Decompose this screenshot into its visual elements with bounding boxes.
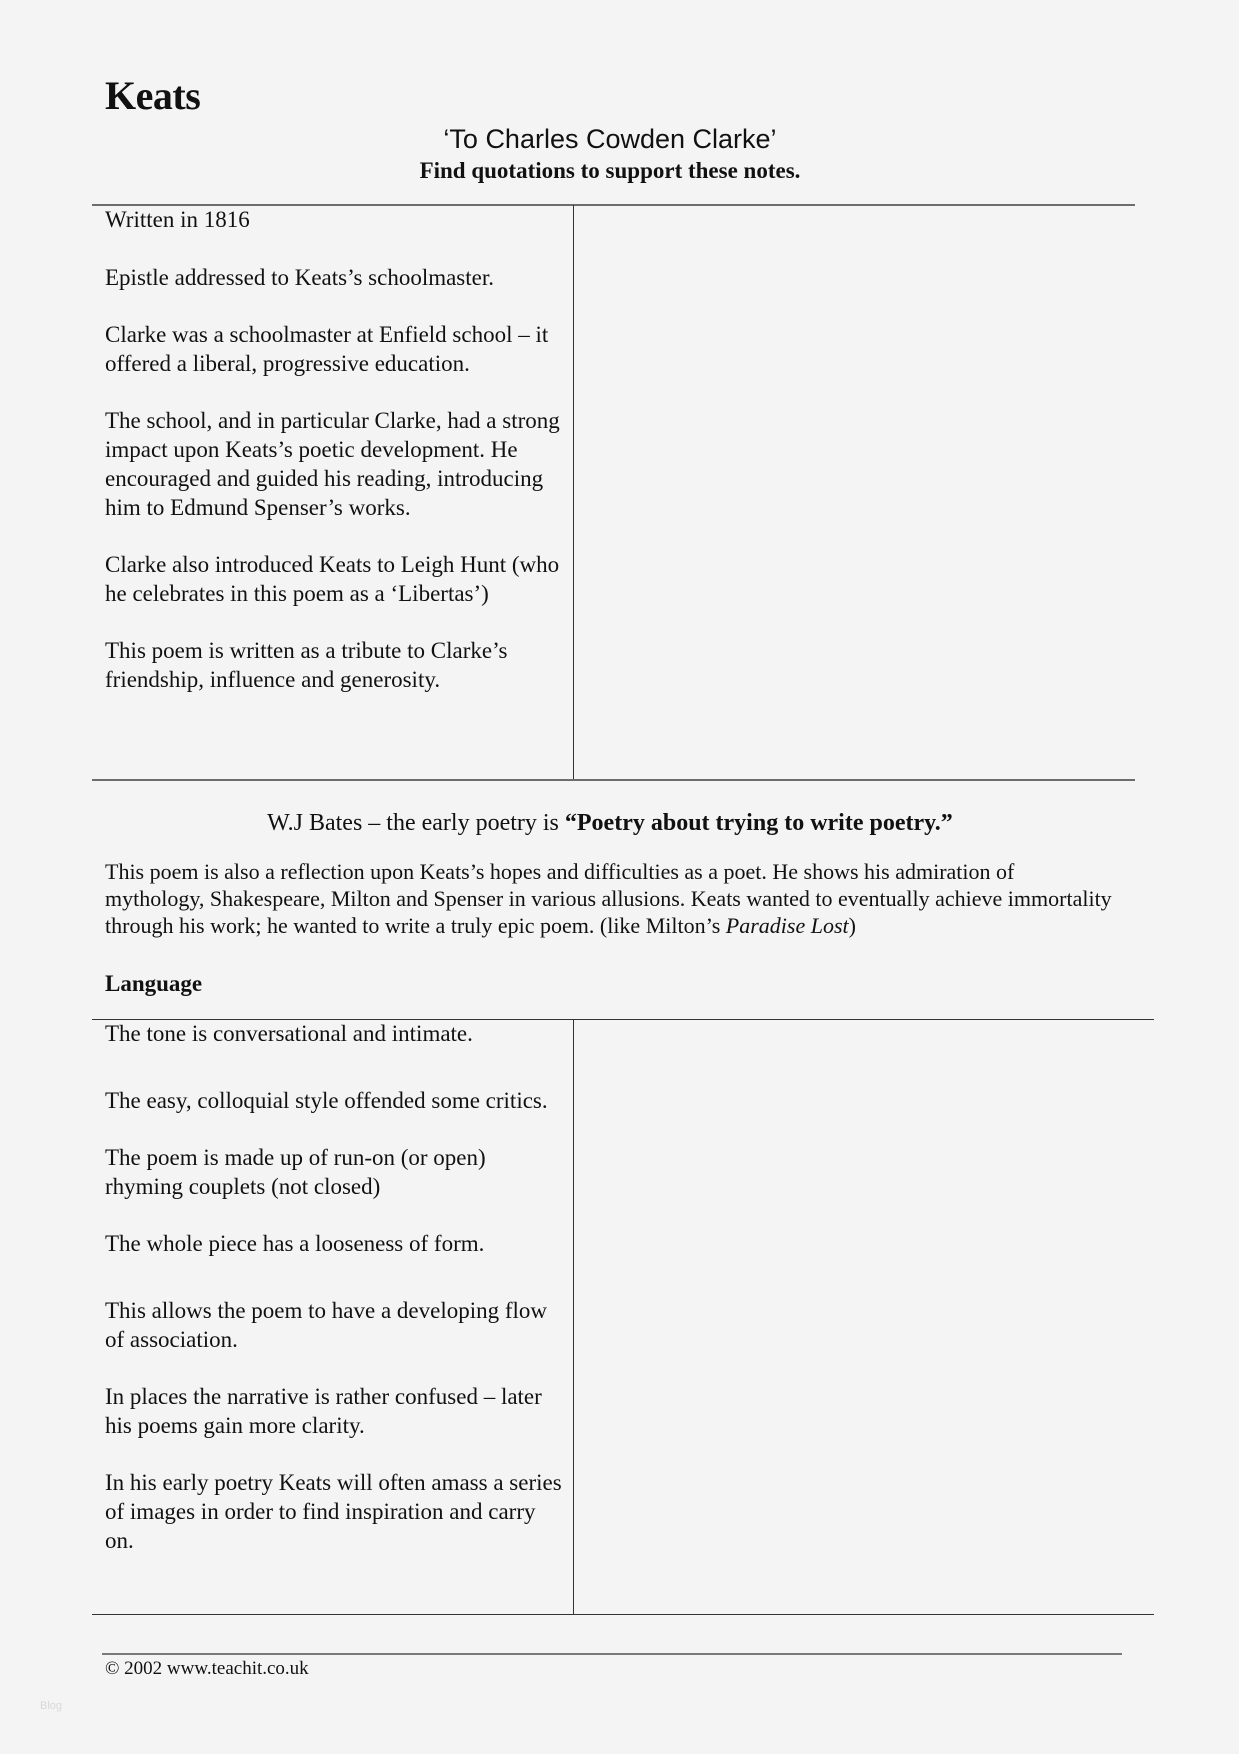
quotations-cell-2[interactable] <box>580 1024 1150 1608</box>
quotations-cell-1[interactable] <box>580 208 1130 774</box>
bates-quote: W.J Bates – the early poetry is “Poetry about trying to write poetry.” <box>267 810 953 836</box>
note: The school, and in particular Clarke, had a strong impact upon Keats’s poetic development. He encouraged and guided his reading, introducing him to Edmund Spenser’s works. <box>105 408 560 520</box>
language-heading: Language <box>105 971 203 996</box>
note: In places the narrative is rather confused – later his poems gain more clarity. <box>105 1384 542 1438</box>
poem-title: ‘To Charles Cowden Clarke’ <box>443 124 777 154</box>
language-notes <box>105 1019 565 1555</box>
note: The poem is made up of run-on (or open) rhyming couplets (not closed) <box>105 1145 486 1199</box>
note: Epistle addressed to Keats’s schoolmaster. <box>105 265 495 290</box>
note: The tone is conversational and intimate. <box>105 1021 473 1046</box>
copyright: © 2002 www.teachit.co.uk <box>105 1658 309 1679</box>
note: The whole piece has a looseness of form. <box>105 1231 485 1256</box>
table1-bottom-rule <box>92 779 1135 781</box>
note: Clarke was a schoolmaster at Enfield school – it offered a liberal, progressive education. <box>105 322 549 376</box>
table2-bottom-rule <box>92 1614 1154 1615</box>
table1-divider <box>573 205 574 780</box>
note: In his early poetry Keats will often amass a series of images in order to find inspiration and carry on. <box>105 1470 562 1553</box>
watermark: Blog <box>40 1700 63 1712</box>
note: This poem is written as a tribute to Clarke’s friendship, influence and generosity. <box>105 638 508 692</box>
instruction: Find quotations to support these notes. <box>419 158 801 183</box>
context-notes <box>105 205 565 694</box>
table2-divider <box>573 1020 574 1614</box>
reflection-paragraph: This poem is also a reflection upon Keats’s hopes and difficulties as a poet. He shows his admiration of mythology, Shakespeare, Milton and Spenser in various allusions. Keats wanted to eventually achieve immortality through his work; he wanted to write a truly epic poem. (like Milton’s Paradise Lost) <box>105 859 1112 938</box>
footer-rule <box>102 1653 1122 1655</box>
note: The easy, colloquial style offended some critics. <box>105 1088 548 1113</box>
note: This allows the poem to have a developing flow of association. <box>105 1298 548 1352</box>
paradise-lost: Paradise Lost <box>725 913 849 938</box>
note: Clarke also introduced Keats to Leigh Hunt (who he celebrates in this poem as a ‘Libertas’) <box>105 552 560 606</box>
page-title: Keats <box>105 73 201 118</box>
note: Written in 1816 <box>105 207 250 232</box>
quote-bold: “Poetry about trying to write poetry.” <box>564 810 953 836</box>
